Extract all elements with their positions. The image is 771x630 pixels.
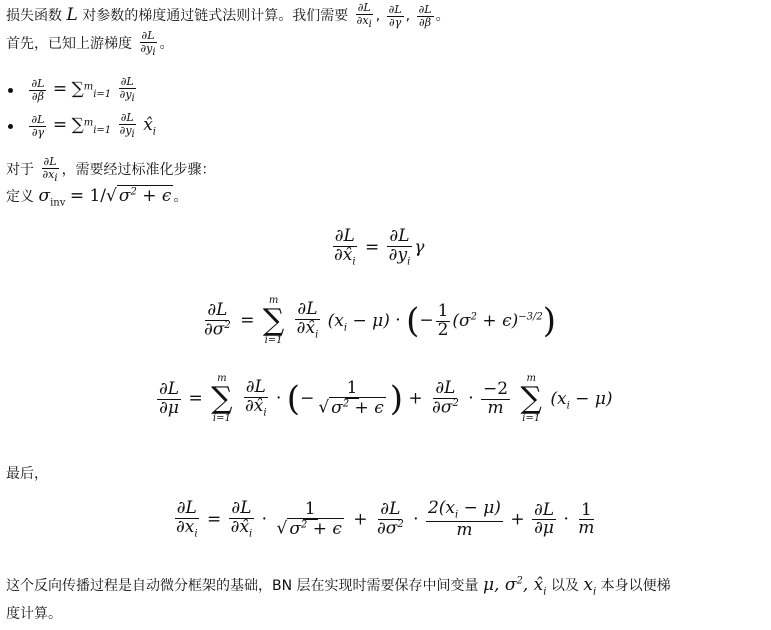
math-dL-dbeta: $\frac{\partial L}{\partial\beta}$ <box>418 3 432 29</box>
define-line <box>6 186 187 208</box>
define-end: 。 <box>173 189 188 205</box>
frac-dL-dmu: $\frac{\partial L}{\partial\mu}$ <box>159 378 180 418</box>
eq-sign: = <box>52 79 68 100</box>
math-dL-dgamma: $\frac{\partial L}{\partial\gamma}$ <box>388 3 402 29</box>
for-xhat-line <box>6 156 216 184</box>
bullet-dot <box>8 124 13 129</box>
frac-1-sqrt: $\frac{1}{√ \sigma^2 + \epsilon}$ <box>318 378 384 418</box>
eq-sign: = <box>365 237 380 258</box>
for-prefix: 对于 <box>6 162 34 179</box>
math-x-minus-mu: $(x_i - \mu)$ <box>327 310 390 333</box>
define-label: 定义 <box>6 189 34 205</box>
intro-text-2: 对参数的梯度通过链式法则计算。我们需要 <box>82 8 349 25</box>
math-xi: $x_i$ <box>583 575 597 598</box>
eq-sign: = <box>207 509 222 530</box>
plus: + <box>510 509 525 530</box>
eq-sign: = <box>188 388 203 409</box>
intro-line-1: 损失函数 L 对参数的梯度通过链式法则计算。我们需要 $\frac{\partial L}{\partial x_i}$ , $\frac{\partial L}{\partial\gamma}$ , $\frac{\partial L}{\partial\beta}$ 。 <box>6 1 450 30</box>
frac-dL-dxhat: $\frac{\partial L}{\partial x̂_i}$ <box>244 377 267 419</box>
math-vars: μ, $\sigma^2$, $x̂_i$ <box>482 575 547 598</box>
plus: + <box>353 509 368 530</box>
equation-dxhat <box>330 228 424 268</box>
math-dL-dx-2: $\frac{\partial L}{\partial x_i}$ <box>42 155 58 184</box>
equation-dx <box>172 500 598 540</box>
bullet-gamma <box>6 112 156 140</box>
frac-dL-dsigma2: $\frac{\partial L}{\partial\sigma^2}$ <box>432 378 459 418</box>
finally-label <box>6 463 48 483</box>
conclusion-mid: 以及 <box>550 578 579 594</box>
conclusion-line-2 <box>6 603 62 623</box>
bullet-beta <box>6 76 139 104</box>
sum-sign: ∑ <box>71 115 84 136</box>
frac-dL-dsigma2: $\frac{\partial L}{\partial\sigma^2}$ <box>204 300 231 340</box>
cdot: · <box>275 388 282 409</box>
paren-close: ) <box>389 379 403 419</box>
frac-dL-dsigma2: $\frac{\partial L}{\partial\sigma^2}$ <box>376 499 404 539</box>
math-dL-dx: $\frac{\partial L}{\partial x_i}$ <box>356 1 372 30</box>
paren-close: ) <box>542 301 556 341</box>
intro-text-3: 首先，已知上游梯度 <box>6 36 132 53</box>
sum-operator: m ∑ i=1 <box>262 295 285 346</box>
math-L: L <box>66 5 78 26</box>
cdot: · <box>395 310 401 331</box>
frac-1-sqrt: $\frac{1}{√ \sigma^2 + \epsilon}$ <box>276 499 342 539</box>
math-power: $(\sigma^2 + \epsilon)^{-3/2}$ <box>452 310 543 331</box>
frac-dL-dy: $\frac{\partial L}{\partial y_i}$ <box>119 111 135 140</box>
frac-2x-mu-m: $\frac{2(x_i - \mu)}{m}$ <box>427 498 501 540</box>
frac-dL-dbeta: $\frac{\partial L}{\partial\beta}$ <box>31 77 45 103</box>
equation-dsigma <box>200 296 556 346</box>
cdot: · <box>468 388 474 409</box>
for-suffix: ，需要经过标准化步骤： <box>61 162 216 179</box>
math-dL-dy: $\frac{\partial L}{\partial y_i}$ <box>140 29 156 58</box>
finally-text: 最后， <box>6 466 48 482</box>
math-def: = 1/√ $\sigma^2 + \epsilon$ <box>69 186 172 206</box>
frac-dL-dy: $\frac{\partial L}{\partial y_i}$ <box>119 75 135 104</box>
equation-dmu <box>155 374 613 424</box>
frac-dL-dxhat: $\frac{\partial L}{\partial x̂_i}$ <box>230 498 253 540</box>
frac-dL-dxhat: $\frac{\partial L}{\partial x̂_i}$ <box>334 226 356 268</box>
cdot: · <box>413 509 419 530</box>
cdot: · <box>261 509 268 530</box>
minus: − <box>419 310 434 331</box>
conclusion-text-2: 度计算。 <box>6 606 62 622</box>
frac-neg2-m: $\frac{-2}{m}$ <box>483 378 509 418</box>
paren-open: ( <box>286 379 301 419</box>
frac-dL-dmu: $\frac{\partial L}{\partial\mu}$ <box>533 499 555 539</box>
math-x-minus-mu: $(x_i - \mu)$ <box>550 388 613 411</box>
sum-sign: ∑ <box>71 79 84 100</box>
frac-half: $\frac{1}{2}$ <box>437 300 449 340</box>
bullet-dot <box>8 88 13 93</box>
math-sigma-inv: $\sigma_{inv}$ <box>38 186 66 209</box>
sum-operator: m ∑ i=1 <box>520 373 542 424</box>
cdot: · <box>563 509 569 530</box>
math-xhat: $x̂_i$ <box>143 115 156 138</box>
paren-open: ( <box>406 301 420 341</box>
conclusion-text-1: 这个反向传播过程是自动微分框架的基础，BN 层在实现时需要保存中间变量 <box>6 578 479 594</box>
math-gamma: γ <box>414 237 425 258</box>
frac-dL-dy: $\frac{\partial L}{\partial y_i}$ <box>388 226 411 268</box>
intro-text-1: 损失函数 <box>6 8 62 25</box>
sum-limits: $^m_{i=1}$ <box>83 117 112 137</box>
intro-end-2: 。 <box>159 36 174 53</box>
sum-limits: $^m_{i=1}$ <box>83 81 112 101</box>
conclusion-line-1 <box>6 575 671 597</box>
intro-end: 。 <box>435 8 450 25</box>
intro-line-2 <box>6 30 174 58</box>
sum-operator: m ∑ i=1 <box>211 373 233 424</box>
conclusion-end: 本身以便梯 <box>600 578 671 594</box>
eq-sign: = <box>52 115 68 136</box>
frac-1-m: $\frac{1}{m}$ <box>578 499 595 539</box>
frac-dL-dgamma: $\frac{\partial L}{\partial\gamma}$ <box>31 113 45 139</box>
minus: − <box>300 388 315 409</box>
plus: + <box>408 388 423 409</box>
eq-sign: = <box>240 310 255 331</box>
frac-dL-dxhat: $\frac{\partial L}{\partial x̂_i}$ <box>296 299 319 341</box>
frac-dL-dx: $\frac{\partial L}{\partial x_i}$ <box>176 498 198 540</box>
